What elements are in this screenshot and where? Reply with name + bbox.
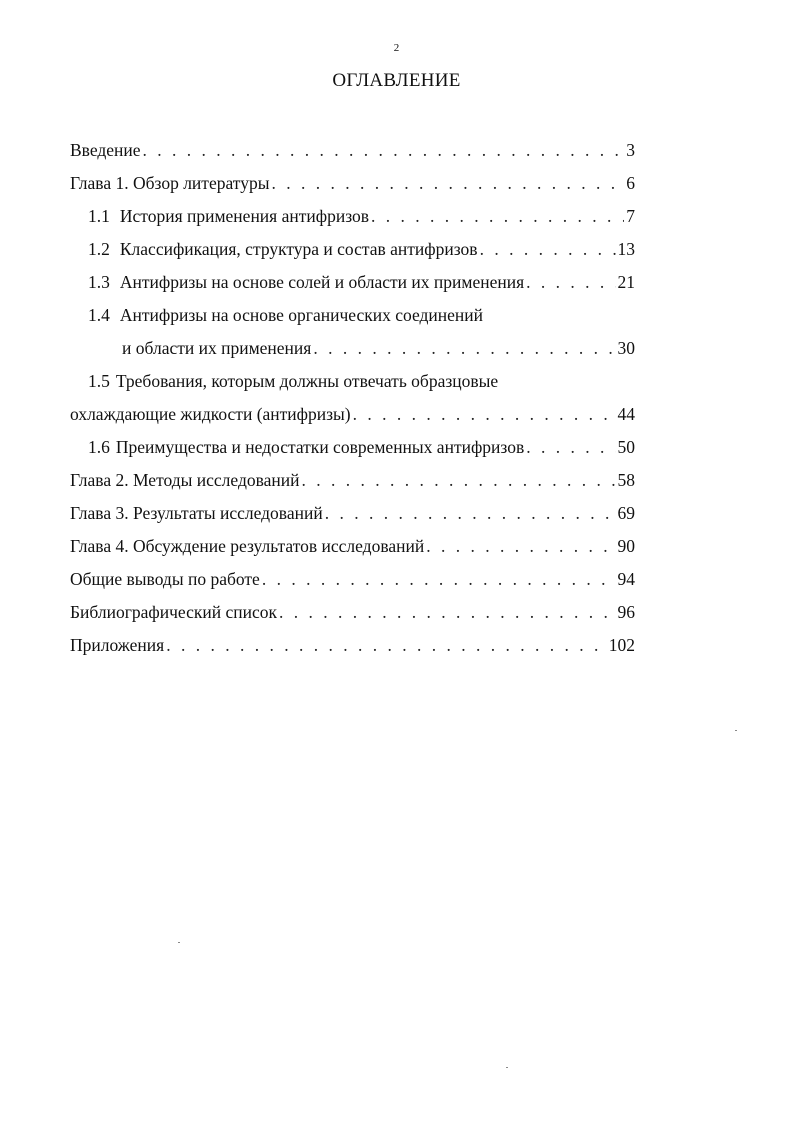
toc-entry-chapter-1[interactable] [70, 167, 635, 200]
toc-entry-text: Приложения [70, 635, 165, 655]
toc-entry-section-1-1[interactable] [70, 200, 635, 233]
toc-entry-text: Глава 2. Методы исследований [70, 470, 300, 490]
toc-dot-leader [480, 233, 616, 266]
toc-entry-text: охлаждающие жидкости (антифризы) [70, 404, 351, 424]
page-title: ОГЛАВЛЕНИЕ [332, 70, 461, 91]
toc-dot-leader [353, 398, 616, 431]
toc-entry-text: Общие выводы по работе [70, 569, 260, 589]
toc-dot-leader [526, 431, 615, 464]
toc-dot-leader [302, 464, 616, 497]
toc-page-number: 102 [608, 635, 635, 655]
toc-dot-leader [279, 596, 615, 629]
toc-entry-introduction[interactable] [70, 134, 635, 167]
toc-entry-section-1-2[interactable] [70, 233, 635, 266]
toc-entry-section-1-5[interactable] [70, 365, 635, 398]
toc-page-number: 90 [617, 536, 635, 556]
toc-section-number: 1.4 [88, 305, 110, 325]
toc-dot-leader [313, 332, 615, 365]
toc-dot-leader [526, 266, 615, 299]
toc-entry-text: Антифризы на основе солей и области их применения [119, 272, 525, 292]
toc-entry-section-1-4-continued[interactable] [70, 332, 635, 365]
toc-entry-text: Введение [70, 140, 141, 160]
toc-entry-text: Глава 1. Обзор литературы [70, 173, 270, 193]
toc-page-number: 69 [617, 503, 635, 523]
page-number: 2 [393, 42, 400, 54]
toc-dot-leader [262, 563, 616, 596]
toc-section-number: 1.1 [88, 206, 110, 226]
toc-entry-text: и области их применения [122, 338, 312, 358]
table-of-contents [70, 134, 635, 662]
toc-dot-leader [371, 200, 624, 233]
toc-entry-chapter-3[interactable] [70, 497, 635, 530]
toc-entry-chapter-2[interactable] [70, 464, 635, 497]
toc-page-number: 44 [617, 404, 635, 424]
toc-dot-leader [143, 134, 625, 167]
toc-entry-text: Глава 4. Обсуждение результатов исследований [70, 536, 425, 556]
toc-section-number: 1.6 [88, 437, 110, 457]
scan-speck [735, 730, 737, 731]
toc-entry-section-1-5-continued[interactable] [70, 398, 635, 431]
scan-speck [506, 1067, 508, 1068]
toc-dot-leader [166, 629, 607, 662]
toc-entry-section-1-6[interactable] [70, 431, 635, 464]
toc-page-number: 50 [617, 437, 635, 457]
toc-page-number: 3 [626, 140, 635, 160]
toc-entry-section-1-4[interactable] [70, 299, 635, 332]
toc-page-number: 30 [617, 338, 635, 358]
toc-dot-leader [271, 167, 624, 200]
toc-page-number: 7 [626, 206, 635, 226]
toc-entry-text: История применения антифризов [119, 206, 370, 226]
toc-entry-section-1-3[interactable] [70, 266, 635, 299]
toc-section-number: 1.3 [88, 272, 110, 292]
toc-section-number: 1.5 [88, 371, 110, 391]
toc-dot-leader [426, 530, 615, 563]
toc-page-number: 96 [617, 602, 635, 622]
toc-page-number: 58 [617, 470, 635, 490]
toc-entry-conclusions[interactable] [70, 563, 635, 596]
toc-entry-bibliography[interactable] [70, 596, 635, 629]
toc-section-number: 1.2 [88, 239, 110, 259]
toc-entry-chapter-4[interactable] [70, 530, 635, 563]
toc-page-number: 94 [617, 569, 635, 589]
toc-entry-text: Требования, которым должны отвечать образцовые [115, 371, 499, 391]
scan-speck [178, 942, 180, 943]
toc-entry-appendices[interactable] [70, 629, 635, 662]
toc-entry-text: Преимущества и недостатки современных антифризов [115, 437, 525, 457]
toc-entry-text: Антифризы на основе органических соединений [119, 305, 483, 325]
toc-page-number: 6 [626, 173, 635, 193]
toc-page-number: 21 [617, 272, 635, 292]
toc-entry-text: Классификация, структура и состав антифризов [119, 239, 478, 259]
toc-dot-leader [325, 497, 616, 530]
toc-entry-text: Глава 3. Результаты исследований [70, 503, 323, 523]
toc-entry-text: Библиографический список [70, 602, 278, 622]
toc-page-number: 13 [617, 239, 635, 259]
